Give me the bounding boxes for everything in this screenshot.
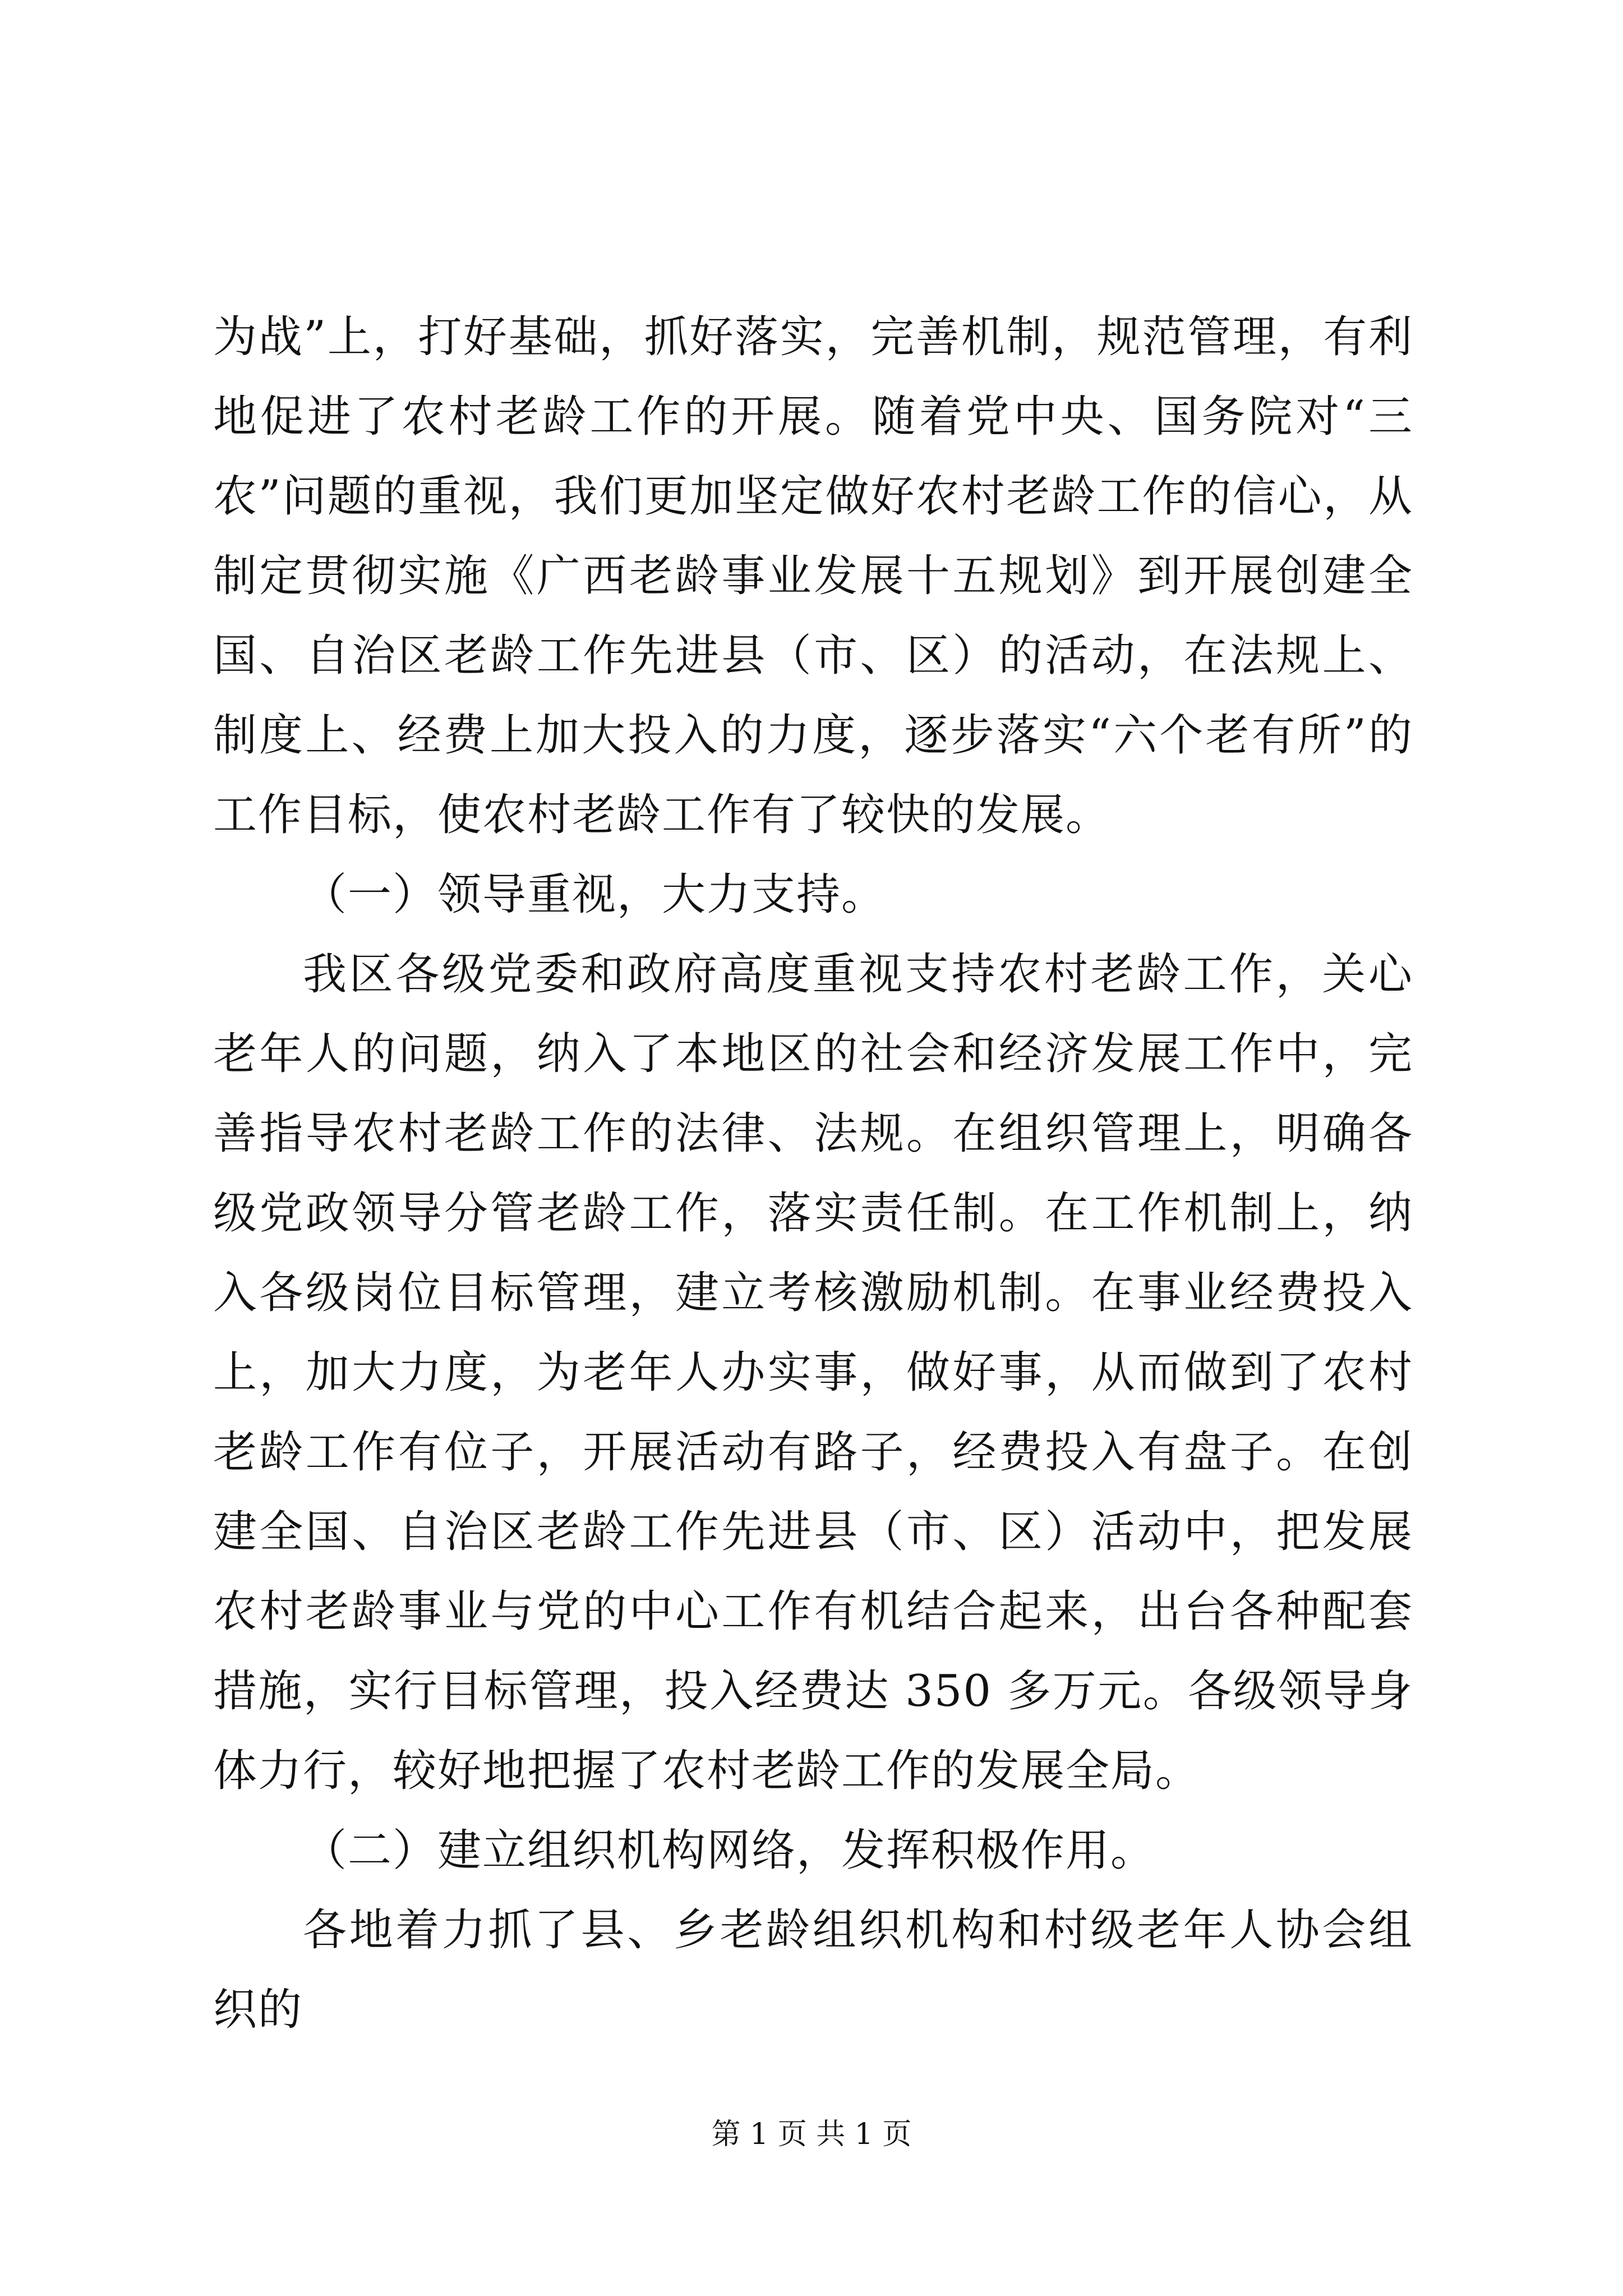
paragraph: 各地着力抓了县、乡老龄组织机构和村级老年人协会组织的 — [213, 1905, 1413, 2035]
document-body — [213, 297, 1413, 2050]
section-heading: （一）领导重视，大力支持。 — [303, 869, 887, 920]
section-heading: （二）建立组织机构网络，发挥积极作用。 — [303, 1825, 1156, 1876]
paragraph: 我区各级党委和政府高度重视支持农村老龄工作，关心老年人的问题，纳入了本地区的社会和经济发展工作中，完善指导农村老龄工作的法律、法规。在组织管理上，明确各级党政领导分管老龄工作，落实责任制。在工作机制上，纳入各级岗位目标管理，建立考核激励机制。在事业经费投入上，加大力度，为老年人办实事，做好事，从而做到了农村老龄工作有位子，开展活动有路子，经费投入有盘子。在创建全国、自治区老龄工作先进县（市、区）活动中，把发展农村老龄事业与党的中心工作有机结合起来，出台各种配套措施，实行目标管理，投入经费达 350 多万元。各级领导身体力行，较好地把握了农村老龄工作的发展全局。 — [213, 949, 1413, 1796]
page-footer: 第 1 页 共 1 页 — [711, 2118, 912, 2151]
paragraph: 为战”上，打好基础，抓好落实，完善机制，规范管理，有利地促进了农村老龄工作的开展。随着党中央、国务院对“三农”问题的重视，我们更加坚定做好农村老龄工作的信心，从制定贯彻实施《广西老龄事业发展十五规划》到开展创建全国、自治区老龄工作先进县（市、区）的活动，在法规上、制度上、经费上加大投入的力度，逐步落实“六个老有所”的工作目标，使农村老龄工作有了较快的发展。 — [213, 312, 1413, 840]
